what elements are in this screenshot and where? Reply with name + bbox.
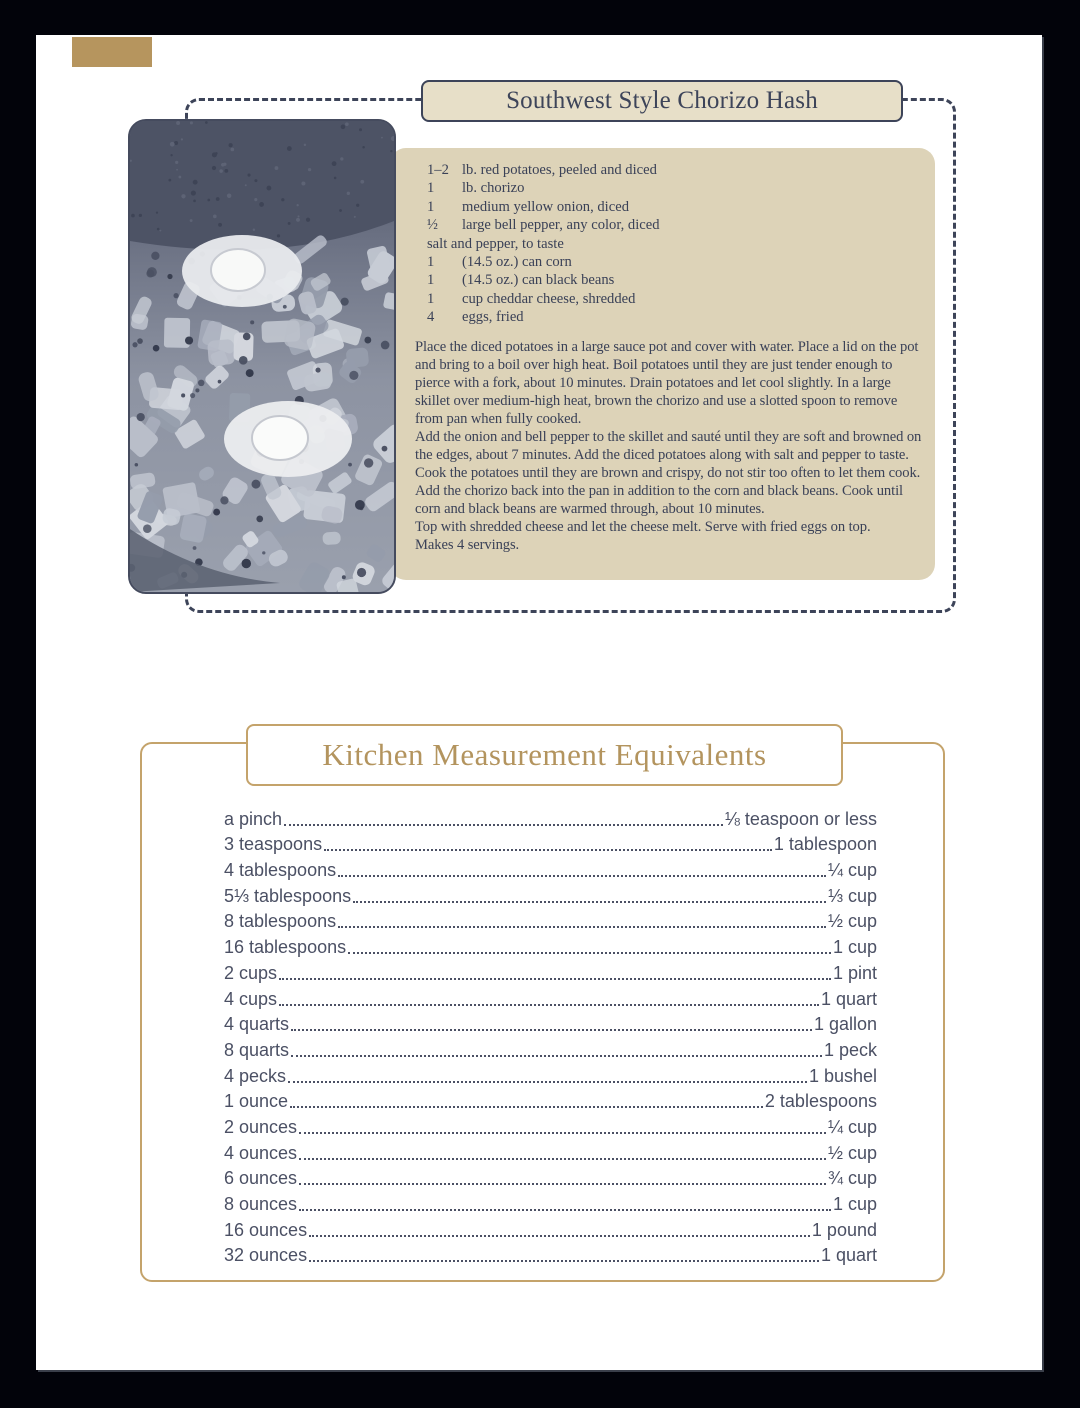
measure-to: ¾ cup xyxy=(827,1168,877,1189)
equivalents-title: Kitchen Measurement Equivalents xyxy=(322,737,767,772)
skillet-rim xyxy=(130,121,394,250)
equivalent-row xyxy=(224,1061,877,1087)
ingredient-item: salt and pepper, to taste xyxy=(427,235,564,252)
measure-from: 4 cups xyxy=(224,988,278,1009)
measure-to: 2 tablespoons xyxy=(764,1091,877,1112)
equivalent-row xyxy=(224,932,877,958)
recipe-body-panel xyxy=(390,148,935,580)
measure-to: 1 cup xyxy=(832,937,877,958)
measure-from: 4 pecks xyxy=(224,1065,287,1086)
equivalent-row xyxy=(224,1112,877,1138)
dot-leader xyxy=(338,875,826,877)
ingredient-qty: 1 xyxy=(427,254,435,271)
dot-leader xyxy=(309,1260,819,1262)
ingredient-row xyxy=(427,271,925,289)
measure-from: 5⅓ tablespoons xyxy=(224,885,352,906)
equivalent-row xyxy=(224,907,877,933)
ingredient-item: medium yellow onion, diced xyxy=(462,198,629,215)
dot-leader xyxy=(290,1106,763,1108)
measure-from: 8 ounces xyxy=(224,1194,298,1214)
equivalent-row xyxy=(224,855,877,881)
ingredient-qty: 1 xyxy=(427,272,435,289)
ingredient-row xyxy=(427,253,925,271)
equivalent-row xyxy=(224,1215,877,1241)
recipe-photo xyxy=(128,119,396,594)
gold-tab-marker xyxy=(72,37,152,67)
instruction-paragraph: Place the diced potatoes in a large sauce pot and cover with water. Place a lid on the pot and bring to a boil over high heat. Boil potatoes until they are just tender enough to pierce with a fork, about 10 minutes. Drain potatoes and let cool slightly. In a large skillet over medium-high heat, brown the chorizo and use a slotted spoon to remove from pan when fully cooked. xyxy=(415,338,919,427)
ingredient-qty: 1 xyxy=(427,198,435,215)
ingredient-qty: 4 xyxy=(427,309,435,326)
dot-leader xyxy=(291,1029,812,1031)
measure-from: 16 tablespoons xyxy=(224,937,347,958)
measure-from: 4 ounces xyxy=(224,1142,298,1163)
dot-leader xyxy=(348,952,831,954)
measure-to: 1 pint xyxy=(832,962,877,983)
ingredient-item: (14.5 oz.) can black beans xyxy=(462,272,615,289)
measure-to: ¼ cup xyxy=(827,1116,877,1137)
dot-leader xyxy=(299,1158,826,1160)
recipe-title-box xyxy=(421,80,903,122)
measure-from: 2 cups xyxy=(224,962,278,983)
ingredient-row xyxy=(427,290,925,308)
measure-to: ½ cup xyxy=(827,911,877,932)
ingredient-item: (14.5 oz.) can corn xyxy=(462,254,572,271)
equivalent-row xyxy=(224,1035,877,1061)
equivalent-row xyxy=(224,1241,877,1267)
fried-egg xyxy=(224,401,352,477)
dot-leader xyxy=(353,901,826,903)
dot-leader xyxy=(299,1183,826,1185)
measure-from: 2 ounces xyxy=(224,1116,298,1137)
recipe-title: Southwest Style Chorizo Hash xyxy=(506,87,818,114)
instruction-paragraph: Top with shredded cheese and let the cheese melt. Serve with fried eggs on top. xyxy=(415,518,871,535)
ingredient-item: lb. red potatoes, peeled and diced xyxy=(462,162,657,178)
ingredient-item: lb. chorizo xyxy=(462,180,525,197)
measure-to: 1 cup xyxy=(832,1194,877,1214)
equivalent-row xyxy=(224,1164,877,1190)
equivalent-row xyxy=(224,881,877,907)
dot-leader xyxy=(309,1235,810,1237)
instruction-paragraph: Add the onion and bell pepper to the skillet and sauté until they are soft and browned on the edges, about 7 minutes. Add the diced potatoes along with salt and pepper to taste. Cook the potatoes until they are brown and crispy, do not stir too often to let them cook. xyxy=(415,428,922,481)
measure-from: 3 teaspoons xyxy=(224,834,323,855)
fried-egg xyxy=(182,235,302,307)
measure-to: ⅛ teaspoon or less xyxy=(724,808,877,829)
ingredient-row xyxy=(427,198,925,216)
equivalent-row xyxy=(224,804,877,830)
measure-from: 1 ounce xyxy=(224,1091,289,1112)
ingredient-item: eggs, fried xyxy=(462,309,524,326)
dot-leader xyxy=(279,1004,819,1006)
measure-to: 1 bushel xyxy=(808,1065,877,1086)
measure-from: 16 ounces xyxy=(224,1219,308,1240)
measure-to: 1 pound xyxy=(811,1219,877,1240)
dot-leader xyxy=(291,1055,822,1057)
equivalent-row xyxy=(224,830,877,856)
dot-leader xyxy=(288,1081,807,1083)
equivalent-row xyxy=(224,984,877,1010)
chorizo-hash-photo-illustration xyxy=(130,121,394,592)
measure-from: 4 quarts xyxy=(224,1014,290,1035)
measure-to: ½ cup xyxy=(827,1142,877,1163)
ingredient-item: large bell pepper, any color, diced xyxy=(462,217,660,234)
ingredient-row xyxy=(427,235,925,253)
dot-leader xyxy=(338,926,826,928)
ingredient-qty: 1 xyxy=(427,180,435,197)
dot-leader xyxy=(299,1209,831,1211)
dot-leader xyxy=(279,978,831,980)
measure-to: 1 tablespoon xyxy=(773,834,877,855)
measure-to: ¼ cup xyxy=(827,860,877,881)
measure-to: 1 quart xyxy=(820,988,877,1009)
measure-to: ⅓ cup xyxy=(827,885,877,906)
cookbook-page xyxy=(36,35,1042,1370)
instruction-paragraph: Add the chorizo back into the pan in addition to the corn and black beans. Cook until corn and black beans are warmed through, about 10 minutes. xyxy=(415,482,903,517)
measure-from: 4 tablespoons xyxy=(224,860,337,881)
measure-to: 1 quart xyxy=(820,1245,877,1266)
equivalent-row xyxy=(224,1138,877,1164)
measure-to: 1 gallon xyxy=(813,1014,877,1035)
measure-to: 1 peck xyxy=(823,1039,877,1060)
equivalent-row xyxy=(224,1087,877,1113)
ingredient-qty: ½ xyxy=(427,217,438,234)
measure-from: 6 ounces xyxy=(224,1168,298,1189)
ingredient-row xyxy=(427,161,925,179)
dot-leader xyxy=(324,849,772,851)
equivalents-list xyxy=(224,804,877,1266)
ingredient-qty: 1 xyxy=(427,290,435,307)
ingredient-row xyxy=(427,216,925,234)
ingredient-item: cup cheddar cheese, shredded xyxy=(462,290,636,307)
dot-leader xyxy=(299,1132,826,1134)
dot-leader xyxy=(284,824,723,826)
equivalent-row xyxy=(224,1010,877,1036)
instructions-block xyxy=(415,338,925,554)
equivalent-row xyxy=(224,958,877,984)
ingredient-qty: 1–2 xyxy=(427,162,449,178)
measure-from: 8 tablespoons xyxy=(224,911,337,932)
measure-from: a pinch xyxy=(224,808,283,829)
measure-from: 8 quarts xyxy=(224,1039,290,1060)
equivalent-row xyxy=(224,1189,877,1215)
ingredient-row xyxy=(427,179,925,197)
equivalents-title-box xyxy=(246,724,843,786)
measure-from: 32 ounces xyxy=(224,1245,308,1266)
instruction-paragraph: Makes 4 servings. xyxy=(415,536,520,553)
ingredient-list xyxy=(427,161,925,327)
ingredient-row xyxy=(427,308,925,326)
